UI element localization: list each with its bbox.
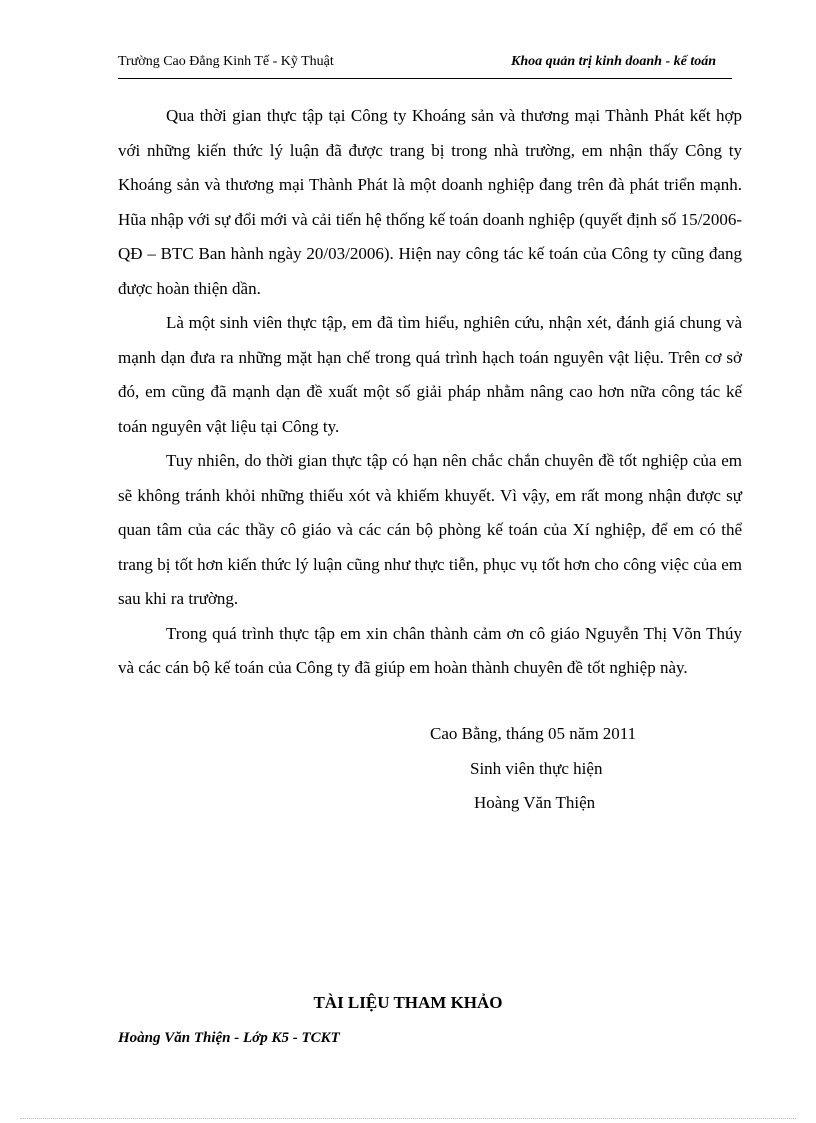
paragraph-2: Là một sinh viên thực tập, em đã tìm hiểu, nghiên cứu, nhận xét, đánh giá chung và mạnh dạn đưa ra những mặt hạn chế trong quá trình hạch toán nguyên vật liệu. Trên cơ sở đó, em cũng đã mạnh dạn đề xuất một số giải pháp nhằm nâng cao hơn nữa công tác kế toán nguyên vật liệu tại Công ty. (118, 313, 742, 436)
section-title: TÀI LIỆU THAM KHẢO (313, 993, 503, 1012)
header-school-name: Trường Cao Đẳng Kinh Tế - Kỹ Thuật (118, 54, 334, 69)
signature-place-date: Cao Bằng, tháng 05 năm 2011 (430, 724, 637, 743)
paragraph-3: Tuy nhiên, do thời gian thực tập có hạn nên chắc chắn chuyên đề tốt nghiệp của em sẽ không tránh khỏi những thiếu xót và khiếm khuyết. Vì vậy, em rất mong nhận được sự quan tâm của các thầy cô giáo và các cán bộ phòng kế toán của Xí nghiệp, để em có thể trang bị tốt hơn kiến thức lý luận cũng như thực tiễn, phục vụ tốt hơn cho công việc của em sau khi ra trường. (118, 451, 742, 608)
paragraph-1: Qua thời gian thực tập tại Công ty Khoáng sản và thương mại Thành Phát kết hợp với những kiến thức lý luận đã được trang bị trong nhà trường, em nhận thấy Công ty Khoáng sản và thương mại Thành Phát là một doanh nghiệp đang trên đà phát triển mạnh. Hũa nhập với sự đổi mới và cải tiến hệ thống kế toán doanh nghiệp (quyết định số 15/2006-QĐ – BTC Ban hành ngày 20/03/2006). Hiện nay công tác kế toán của Công ty cũng đang được hoàn thiện dần. (118, 106, 742, 298)
signature-role: Sinh viên thực hiện (470, 758, 603, 778)
page-bottom-divider (20, 1118, 796, 1119)
header-faculty-name: Khoa quản trị kinh doanh - kế toán (510, 54, 716, 69)
body-text (118, 99, 742, 686)
page-footer: Hoàng Văn Thiện - Lớp K5 - TCKT (118, 1030, 340, 1046)
paragraph-4: Trong quá trình thực tập em xin chân thành cảm ơn cô giáo Nguyễn Thị Võn Thúy và các cán bộ kế toán của Công ty đã giúp em hoàn thành chuyên đề tốt nghiệp này. (118, 623, 742, 677)
signature-block (430, 717, 636, 821)
page-header (118, 54, 732, 79)
signature-name: Hoàng Văn Thiện (474, 793, 596, 812)
